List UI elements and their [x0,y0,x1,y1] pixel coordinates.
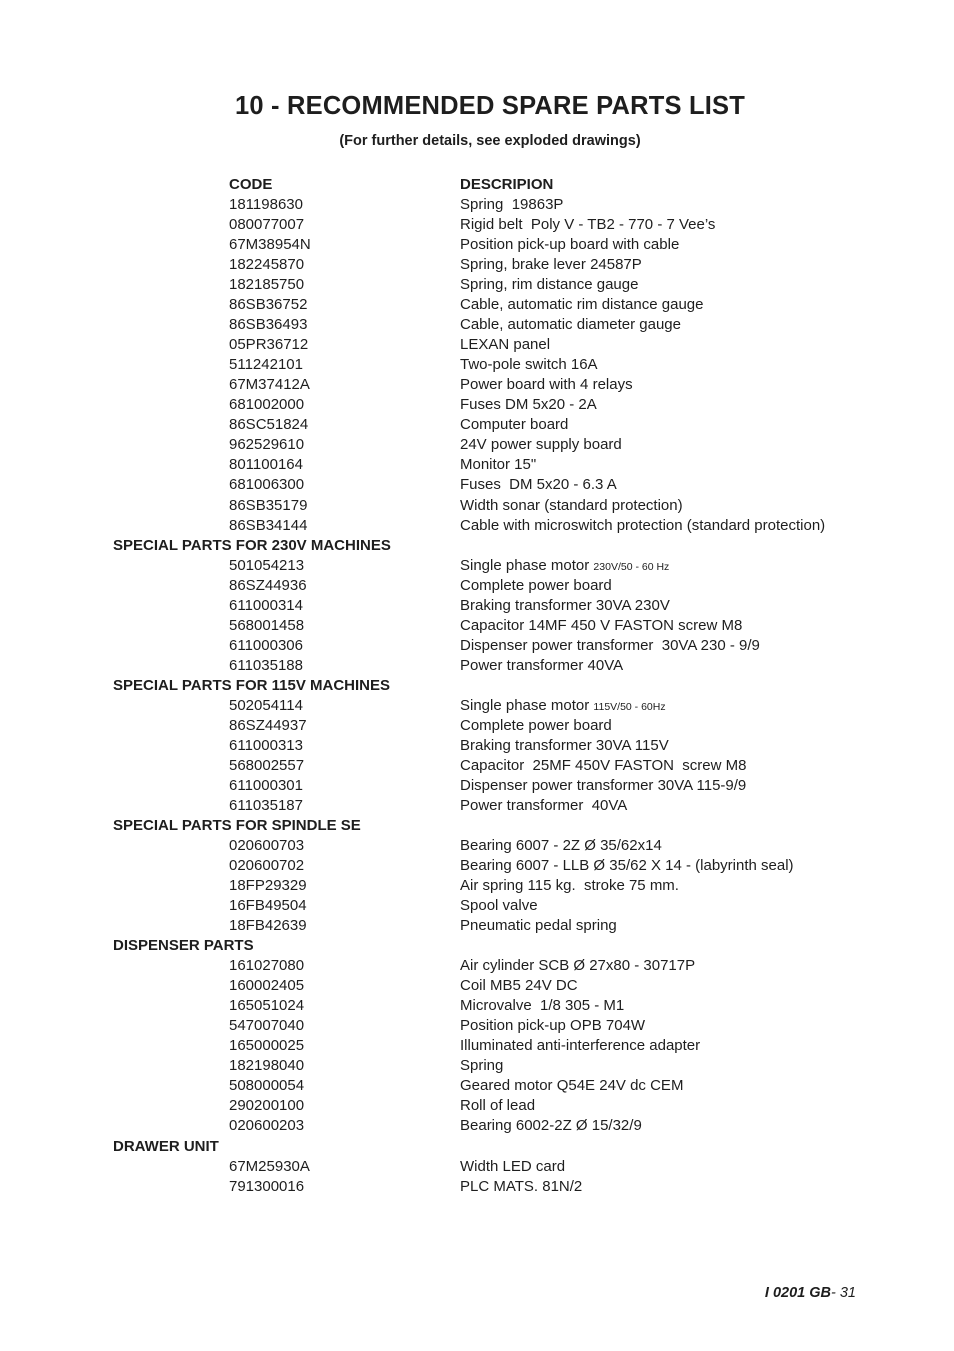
table-row [0,496,954,516]
part-description-text: Single phase motor [460,556,594,574]
part-description-text: Spring [460,1057,504,1075]
part-description [460,496,683,516]
part-description-text: Roll of lead [460,1097,536,1115]
part-description-text: Coil MB5 24V DC [460,977,578,995]
part-description [460,516,825,536]
section-heading: DISPENSER PARTS [113,937,254,955]
part-description-text: Spring, brake lever 24587P [460,256,642,274]
part-description-text: 24V power supply board [460,436,622,454]
part-description [460,1177,582,1197]
part-description-text: Two-pole switch 16A [460,356,598,374]
table-row [0,856,954,876]
part-code: 681006300 [229,476,305,494]
part-description-text: Width LED card [460,1157,566,1175]
part-description [460,616,742,636]
part-code: 568002557 [229,756,305,774]
part-code: 611000301 [229,776,303,794]
part-description-text: Cable with microswitch protection (standard protection) [460,516,826,534]
table-row [0,195,954,215]
part-code: 18FP29329 [229,877,307,895]
part-description-text: Dispenser power transformer 30VA 115-9/9 [460,776,747,794]
table-row [0,1157,954,1177]
part-code: 05PR36712 [229,336,309,354]
part-code: 962529610 [229,436,305,454]
part-description-text: Cable, automatic rim distance gauge [460,296,704,314]
table-header [0,175,954,195]
part-description-text: Monitor 15" [460,456,537,474]
part-description [460,996,624,1016]
table-row [0,335,954,355]
part-description [460,335,550,355]
part-description-text: Fuses DM 5x20 - 2A [460,396,597,414]
part-description-text: Pneumatic pedal spring [460,917,617,935]
part-description [460,756,747,776]
part-description [460,295,703,315]
part-description-text: Dispenser power transformer 30VA 230 - 9/9 [460,636,760,654]
part-code: 182245870 [229,256,305,274]
table-row [0,435,954,455]
motor-rating-note: 115V/50 - 60Hz [593,700,666,713]
part-description [460,1076,683,1096]
section-heading-row [0,676,954,696]
part-description-text: Microvalve 1/8 305 - M1 [460,997,625,1015]
part-description [460,435,622,455]
part-description [460,1036,700,1056]
description-column-header: DESCRIPION [460,176,554,193]
part-code: 611035187 [229,796,303,814]
table-row [0,215,954,235]
table-row [0,275,954,295]
table-body [0,195,954,1197]
part-description [460,1116,642,1136]
part-description-text: Power transformer 40VA [460,796,628,814]
table-row [0,836,954,856]
table-row [0,576,954,596]
part-description [460,596,670,616]
part-code: 86SZ44937 [229,716,307,734]
part-description-text: Power transformer 40VA [460,656,624,674]
part-code: 508000054 [229,1077,305,1095]
table-row [0,896,954,916]
section-heading-row [0,936,954,956]
part-code: 547007040 [229,1017,305,1035]
table-row [0,956,954,976]
part-description [460,836,662,856]
part-description-text: Complete power board [460,716,612,734]
document-code: I 0201 GB [764,1285,831,1301]
part-code: 611035188 [229,656,303,674]
part-description-text: Braking transformer 30VA 230V [460,596,670,614]
table-row [0,375,954,395]
part-description [460,455,536,475]
table-row [0,716,954,736]
part-code: 611000313 [229,736,303,754]
part-description [460,275,638,295]
part-description [460,876,679,896]
table-row [0,556,954,576]
part-description [460,315,681,335]
part-description [460,355,598,375]
part-description-text: Spool valve [460,897,538,915]
section-heading: SPECIAL PARTS FOR 115V MACHINES [113,676,391,694]
part-description-text: PLC MATS. 81N/2 [460,1177,583,1195]
table-row [0,776,954,796]
part-code: 681002000 [229,396,305,414]
part-code: 165000025 [229,1037,305,1055]
part-description [460,856,794,876]
part-description [460,576,612,596]
section-heading-row [0,536,954,556]
table-row [0,1096,954,1116]
part-description [460,475,617,495]
part-description [460,215,715,235]
part-code: 182185750 [229,276,305,294]
table-row [0,455,954,475]
table-row [0,355,954,375]
part-code: 161027080 [229,957,305,975]
part-code: 020600703 [229,837,305,855]
part-code: 791300016 [229,1177,305,1195]
table-row [0,1036,954,1056]
part-description-text: Bearing 6002-2Z Ø 15/32/9 [460,1117,642,1135]
part-code: 18FB42639 [229,917,307,935]
table-row [0,996,954,1016]
part-code: 511242101 [229,356,303,374]
table-row [0,756,954,776]
part-code: 86SB36493 [229,316,308,334]
part-description-text: Single phase motor [460,696,594,714]
page-number: - 31 [831,1285,856,1301]
part-code: 080077007 [229,216,305,234]
part-code: 290200100 [229,1097,305,1115]
table-row [0,235,954,255]
part-description-text: Capacitor 25MF 450V FASTON screw M8 [460,756,747,774]
part-description-text: Illuminated anti-interference adapter [460,1037,701,1055]
part-description [460,375,633,395]
part-description-text: Spring 19863P [460,196,564,214]
part-code: 16FB49504 [229,897,307,915]
part-description-text: LEXAN panel [460,336,551,354]
part-description-text: Air cylinder SCB Ø 27x80 - 30717P [460,957,696,975]
table-row [0,516,954,536]
part-description [460,956,695,976]
part-description [460,255,642,275]
part-code: 160002405 [229,977,305,995]
table-row [0,315,954,335]
table-row [0,395,954,415]
part-description-text: Spring, rim distance gauge [460,276,639,294]
part-code: 86SZ44936 [229,576,307,594]
table-row [0,916,954,936]
part-description [460,736,669,756]
part-description-text: Width sonar (standard protection) [460,496,683,514]
section-heading: DRAWER UNIT [113,1137,219,1155]
part-code: 568001458 [229,616,305,634]
part-description [460,916,617,936]
table-row [0,696,954,716]
part-code: 86SC51824 [229,416,309,434]
part-code: 611000314 [229,596,303,614]
page-title: 10 - RECOMMENDED SPARE PARTS LIST [234,92,746,120]
part-description-text: Power board with 4 relays [460,376,633,394]
table-row [0,636,954,656]
table-row [0,596,954,616]
part-code: 182198040 [229,1057,305,1075]
part-description-text: Cable, automatic diameter gauge [460,316,681,334]
part-description-text: Position pick-up OPB 704W [460,1017,646,1035]
table-row [0,796,954,816]
part-description [460,1157,565,1177]
part-description-text: Geared motor Q54E 24V dc CEM [460,1077,684,1095]
table-row [0,656,954,676]
part-code: 86SB36752 [229,296,308,314]
table-row [0,876,954,896]
part-code: 501054213 [229,556,305,574]
part-description-text: Complete power board [460,576,612,594]
section-heading: SPECIAL PARTS FOR 230V MACHINES [113,536,391,554]
part-description-text: Air spring 115 kg. stroke 75 mm. [460,877,679,895]
table-row [0,1177,954,1197]
part-code: 86SB35179 [229,496,308,514]
part-description [460,1056,503,1076]
part-code: 86SB34144 [229,516,308,534]
part-description [460,656,623,676]
part-description-text: Braking transformer 30VA 115V [460,736,669,754]
table-row [0,475,954,495]
part-code: 502054114 [229,696,303,714]
part-description [460,696,666,717]
section-heading-row [0,816,954,836]
table-row [0,1016,954,1036]
part-code: 67M25930A [229,1157,310,1175]
section-heading-row [0,1137,954,1157]
part-description [460,195,563,215]
part-code: 020600203 [229,1117,305,1135]
part-code: 67M37412A [229,376,310,394]
part-description [460,796,627,816]
part-description [460,1016,645,1036]
part-description [460,896,538,916]
part-description-text: Rigid belt Poly V - TB2 - 770 - 7 Vee’s [460,216,716,234]
table-row [0,1116,954,1136]
page-subtitle: (For further details, see exploded drawings) [339,133,641,149]
part-code: 181198630 [229,196,303,214]
part-description-text: Bearing 6007 - 2Z Ø 35/62x14 [460,837,662,855]
part-description [460,716,612,736]
part-description [460,776,746,796]
spare-parts-table [0,175,954,1197]
table-row [0,1076,954,1096]
part-description-text: Bearing 6007 - LLB Ø 35/62 X 14 - (labyrinth seal) [460,857,794,875]
part-description-text: Computer board [460,416,569,434]
part-description [460,415,568,435]
table-row [0,736,954,756]
table-row [0,255,954,275]
part-code: 020600702 [229,857,305,875]
table-row [0,295,954,315]
section-heading: SPECIAL PARTS FOR SPINDLE SE [113,817,361,834]
part-description [460,636,760,656]
part-description [460,395,597,415]
table-row [0,415,954,435]
page-footer [765,1285,856,1301]
table-row [0,1056,954,1076]
part-code: 611000306 [229,636,303,654]
part-description [460,556,669,577]
part-description [460,235,679,255]
motor-rating-note: 230V/50 - 60 Hz [593,560,670,573]
table-row [0,976,954,996]
part-description [460,1096,535,1116]
code-column-header: CODE [229,176,273,193]
part-description-text: Fuses DM 5x20 - 6.3 A [460,476,617,494]
part-code: 165051024 [229,997,305,1015]
part-description-text: Capacitor 14MF 450 V FASTON screw M8 [460,616,743,634]
part-description [460,976,578,996]
part-code: 67M38954N [229,236,311,254]
table-row [0,616,954,636]
part-description-text: Position pick-up board with cable [460,236,680,254]
part-code: 801100164 [229,456,303,474]
